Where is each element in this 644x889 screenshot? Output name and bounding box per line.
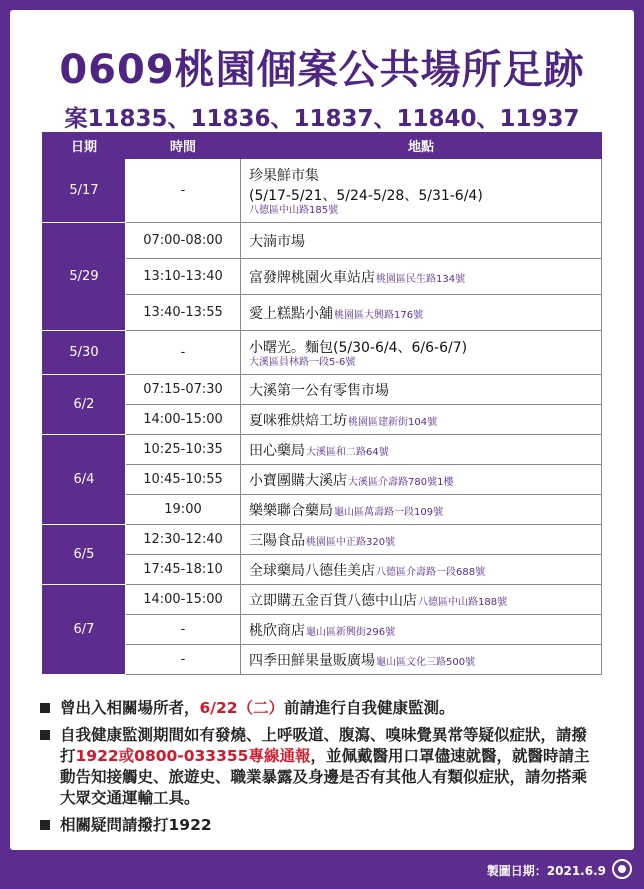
place-address: 龜山區文化三路500號 <box>376 656 476 668</box>
place-address: 桃園區建新街104號 <box>348 416 438 428</box>
date-cell: 5/30 <box>43 331 126 375</box>
time-cell: 10:25-10:35 <box>126 435 241 465</box>
time-cell: 07:15-07:30 <box>126 375 241 405</box>
place-name: 大湳市場 <box>249 233 305 250</box>
place-address: 八德區中山路188號 <box>418 596 508 608</box>
place-name: 大溪第一公有零售市場 <box>249 382 389 399</box>
government-seal-icon <box>612 859 632 879</box>
place-address: 大溪區員林路一段5-6號 <box>249 356 356 368</box>
place-name: 全球藥局八德佳美店 <box>249 562 375 579</box>
place-address: 桃園區大興路176號 <box>334 309 424 321</box>
footprint-table <box>42 132 602 675</box>
square-bullet-icon <box>40 820 50 830</box>
place-name: 田心藥局 <box>249 442 305 459</box>
time-cell: 14:00-15:00 <box>126 405 241 435</box>
date-cell: 6/2 <box>43 375 126 435</box>
place-name: 四季田鮮果量販廣場 <box>249 652 375 669</box>
place-name: 小曙光。麵包(5/30-6/4、6/6-6/7) <box>249 339 468 356</box>
place-cell <box>241 525 602 555</box>
place-cell <box>241 223 602 259</box>
table-row <box>43 645 602 675</box>
place-cell <box>241 159 602 223</box>
table-row <box>43 375 602 405</box>
table-row <box>43 295 602 331</box>
date-cell: 6/4 <box>43 435 126 525</box>
place-cell <box>241 331 602 375</box>
table-row <box>43 525 602 555</box>
place-name: 桃欣商店 <box>249 622 305 639</box>
time-cell: - <box>126 615 241 645</box>
time-cell: 19:00 <box>126 495 241 525</box>
time-cell: - <box>126 331 241 375</box>
header-place: 地點 <box>241 133 602 159</box>
date-cell: 5/17 <box>43 159 126 223</box>
monitoring-deadline: 6/22（二） <box>199 699 285 717</box>
notes <box>38 698 598 842</box>
place-address: 大溪區和二路64號 <box>306 446 389 458</box>
page-title: 0609桃園個案公共場所足跡 <box>59 47 585 93</box>
place-address: 大溪區介壽路780號1樓 <box>348 476 454 488</box>
place-cell <box>241 495 602 525</box>
place-name: 小寶團購大溪店 <box>249 472 347 489</box>
time-cell: 13:10-13:40 <box>126 259 241 295</box>
note-inquiry: 相關疑問請撥打1922 <box>38 815 598 836</box>
square-bullet-icon <box>40 703 50 713</box>
table-body <box>43 159 602 675</box>
place-address: 桃園區民生路134號 <box>376 273 466 285</box>
place-name: 三陽食品 <box>249 532 305 549</box>
place-name: 富發牌桃園火車站店 <box>249 269 375 286</box>
note-symptoms: 自我健康監測期間如有發燒、上呼吸道、腹瀉、嗅味覺異常等疑似症狀，請撥打1922或0800-033355專線通報，並佩戴醫用口罩儘速就醫，就醫時請主動告知接觸史、旅遊史、職業暴露及身邊是否有其他人有類似症狀，請勿搭乘大眾交通運輸工具。 <box>38 725 598 809</box>
square-bullet-icon <box>40 730 50 740</box>
place-cell <box>241 295 602 331</box>
place-address: 八德區中山路185號 <box>249 204 339 216</box>
place-name: 夏咪雅烘焙工坊 <box>249 412 347 429</box>
place-name: 珍果鮮市集 <box>249 167 319 184</box>
time-cell: 17:45-18:10 <box>126 555 241 585</box>
header-date: 日期 <box>43 133 126 159</box>
place-cell <box>241 645 602 675</box>
place-address: 龜山區萬壽路一段109號 <box>334 506 444 518</box>
note-self-monitoring: 曾出入相關場所者，6/22（二）前請進行自我健康監測。 <box>38 698 598 719</box>
place-cell <box>241 259 602 295</box>
place-address: 桃園區中正路320號 <box>306 536 396 548</box>
table-row <box>43 585 602 615</box>
place-cell <box>241 435 602 465</box>
table-row <box>43 159 602 223</box>
time-cell: 07:00-08:00 <box>126 223 241 259</box>
table-row <box>43 331 602 375</box>
place-address: 龜山區新興街296號 <box>306 626 396 638</box>
production-date: 製圖日期：2021.6.9 <box>486 864 606 878</box>
table-header-row <box>43 133 602 159</box>
time-cell: - <box>126 645 241 675</box>
table-row <box>43 615 602 645</box>
table-row <box>43 435 602 465</box>
place-name: 立即購五金百貨八德中山店 <box>249 592 417 609</box>
table-row <box>43 405 602 435</box>
case-numbers: 案11835、11836、11837、11840、11937 <box>64 106 580 132</box>
time-cell: 10:45-10:55 <box>126 465 241 495</box>
place-name: 樂樂聯合藥局 <box>249 502 333 519</box>
time-cell: 14:00-15:00 <box>126 585 241 615</box>
place-cell <box>241 555 602 585</box>
table-row <box>43 223 602 259</box>
header-time: 時間 <box>126 133 241 159</box>
place-name: 愛上糕點小舖 <box>249 305 333 322</box>
table-row <box>43 555 602 585</box>
table-row <box>43 259 602 295</box>
table-row <box>43 495 602 525</box>
date-cell: 6/5 <box>43 525 126 585</box>
place-cell <box>241 465 602 495</box>
place-cell <box>241 615 602 645</box>
time-cell: 12:30-12:40 <box>126 525 241 555</box>
place-open-dates: (5/17-5/21、5/24-5/28、5/31-6/4) <box>249 187 483 204</box>
table-row <box>43 465 602 495</box>
hotline-numbers: 1922或0800-033355專線通報 <box>75 747 311 765</box>
time-cell: 13:40-13:55 <box>126 295 241 331</box>
date-cell: 6/7 <box>43 585 126 675</box>
place-cell <box>241 585 602 615</box>
place-cell <box>241 375 602 405</box>
date-cell: 5/29 <box>43 223 126 331</box>
place-cell <box>241 405 602 435</box>
time-cell: - <box>126 159 241 223</box>
place-address: 八德區介壽路一段688號 <box>376 566 486 578</box>
